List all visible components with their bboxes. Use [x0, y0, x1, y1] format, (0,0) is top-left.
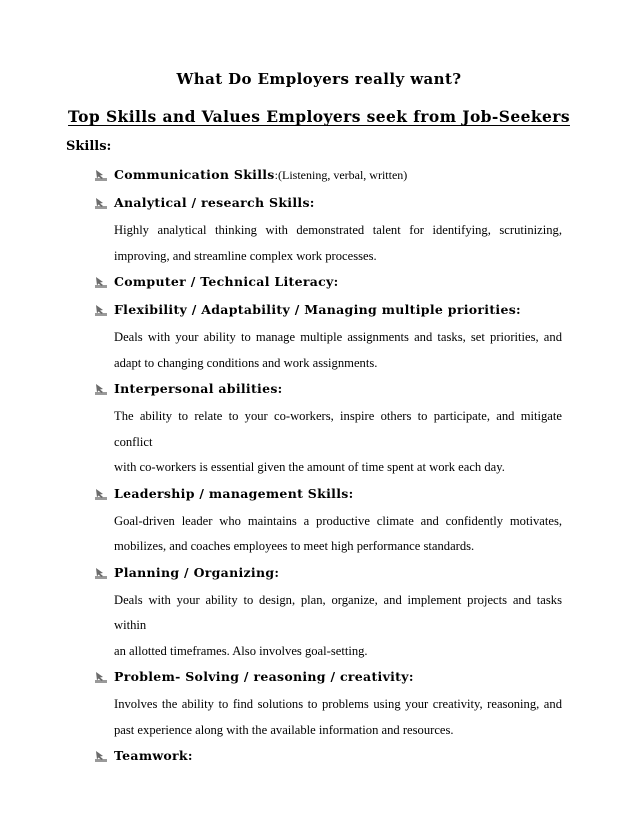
description-line: The ability to relate to your co-workers, inspire others to participate, and mitigate conflict: [114, 409, 562, 449]
document-title: What Do Employers really want?: [176, 70, 462, 88]
item-heading-row: [0, 297, 638, 325]
list-item: [0, 743, 638, 771]
description-line: Goal-driven leader who maintains a productive climate and confidently motivates,: [114, 513, 562, 528]
skill-list: [0, 162, 638, 771]
item-heading: [114, 669, 414, 684]
item-heading-row: [0, 269, 638, 297]
item-description: [114, 692, 562, 743]
list-item: [0, 269, 638, 297]
section-label: Skills:: [66, 139, 112, 154]
item-description: [114, 218, 562, 269]
item-heading: [114, 748, 193, 763]
list-item: [0, 560, 638, 665]
description-line: Highly analytical thinking with demonstrated talent for identifying, scrutinizing,: [114, 223, 562, 237]
item-description: [114, 509, 562, 560]
item-heading-row: [0, 743, 638, 771]
list-item: [0, 162, 638, 190]
item-heading: [114, 274, 339, 289]
item-heading-row: [0, 162, 638, 190]
arrow-bullet-icon: [94, 304, 108, 317]
item-heading-text: Leadership / management Skills:: [114, 485, 354, 501]
list-item: [0, 481, 638, 560]
list-item: [0, 664, 638, 743]
arrow-bullet-icon: [94, 383, 108, 396]
item-description: [114, 404, 562, 481]
description-line: Involves the ability to find solutions to problems using your creativity, reasoning, and: [114, 697, 562, 711]
description-line: with co-workers is essential given the amount of time spent at work each day.: [114, 460, 505, 474]
arrow-bullet-icon: [94, 671, 108, 684]
item-heading: [114, 195, 315, 210]
item-heading-text: Analytical / research Skills:: [114, 195, 315, 210]
item-heading: [114, 302, 521, 317]
item-heading-text: Problem- Solving / reasoning / creativity:: [114, 669, 414, 684]
description-line: mobilizes, and coaches employees to meet high performance standards.: [114, 539, 475, 553]
item-heading-row: [0, 664, 638, 692]
arrow-bullet-icon: [94, 488, 108, 501]
item-description: [114, 588, 562, 665]
list-item: [0, 190, 638, 269]
item-heading-text: Flexibility / Adaptability / Managing multiple priorities:: [114, 302, 521, 317]
arrow-bullet-icon: [94, 567, 108, 580]
item-heading-row: [0, 190, 638, 218]
arrow-bullet-icon: [94, 197, 108, 210]
description-line: improving, and streamline complex work processes.: [114, 248, 377, 263]
item-heading-text: Teamwork:: [114, 748, 193, 763]
description-line: adapt to changing conditions and work assignments.: [114, 355, 378, 370]
description-line: past experience along with the available information and resources.: [114, 722, 454, 737]
item-heading-text: Communication Skills: [114, 167, 275, 182]
item-heading-row: [0, 560, 638, 588]
arrow-bullet-icon: [94, 750, 108, 763]
description-line: Deals with your ability to manage multiple assignments and tasks, set priorities, and: [114, 330, 562, 344]
item-heading-text: Planning / Organizing:: [114, 564, 280, 580]
item-heading-text: Computer / Technical Literacy:: [114, 274, 339, 289]
item-heading-row: [0, 376, 638, 404]
list-item: [0, 297, 638, 376]
description-line: an allotted timeframes. Also involves goal-setting.: [114, 643, 368, 658]
description-line: Deals with your ability to design, plan, organize, and implement projects and tasks within: [114, 592, 562, 632]
item-heading-text: Interpersonal abilities:: [114, 381, 283, 396]
item-heading: [114, 167, 407, 183]
item-heading: [114, 486, 354, 501]
item-heading: [114, 565, 279, 580]
item-heading: [114, 381, 283, 396]
item-description: [114, 325, 562, 376]
document-subtitle: Top Skills and Values Employers seek from Job-Seekers: [68, 107, 570, 126]
arrow-bullet-icon: [94, 276, 108, 289]
item-heading-row: [0, 481, 638, 509]
arrow-bullet-icon: [94, 169, 108, 182]
item-heading-note: :(Listening, verbal, written): [274, 168, 408, 182]
list-item: [0, 376, 638, 481]
